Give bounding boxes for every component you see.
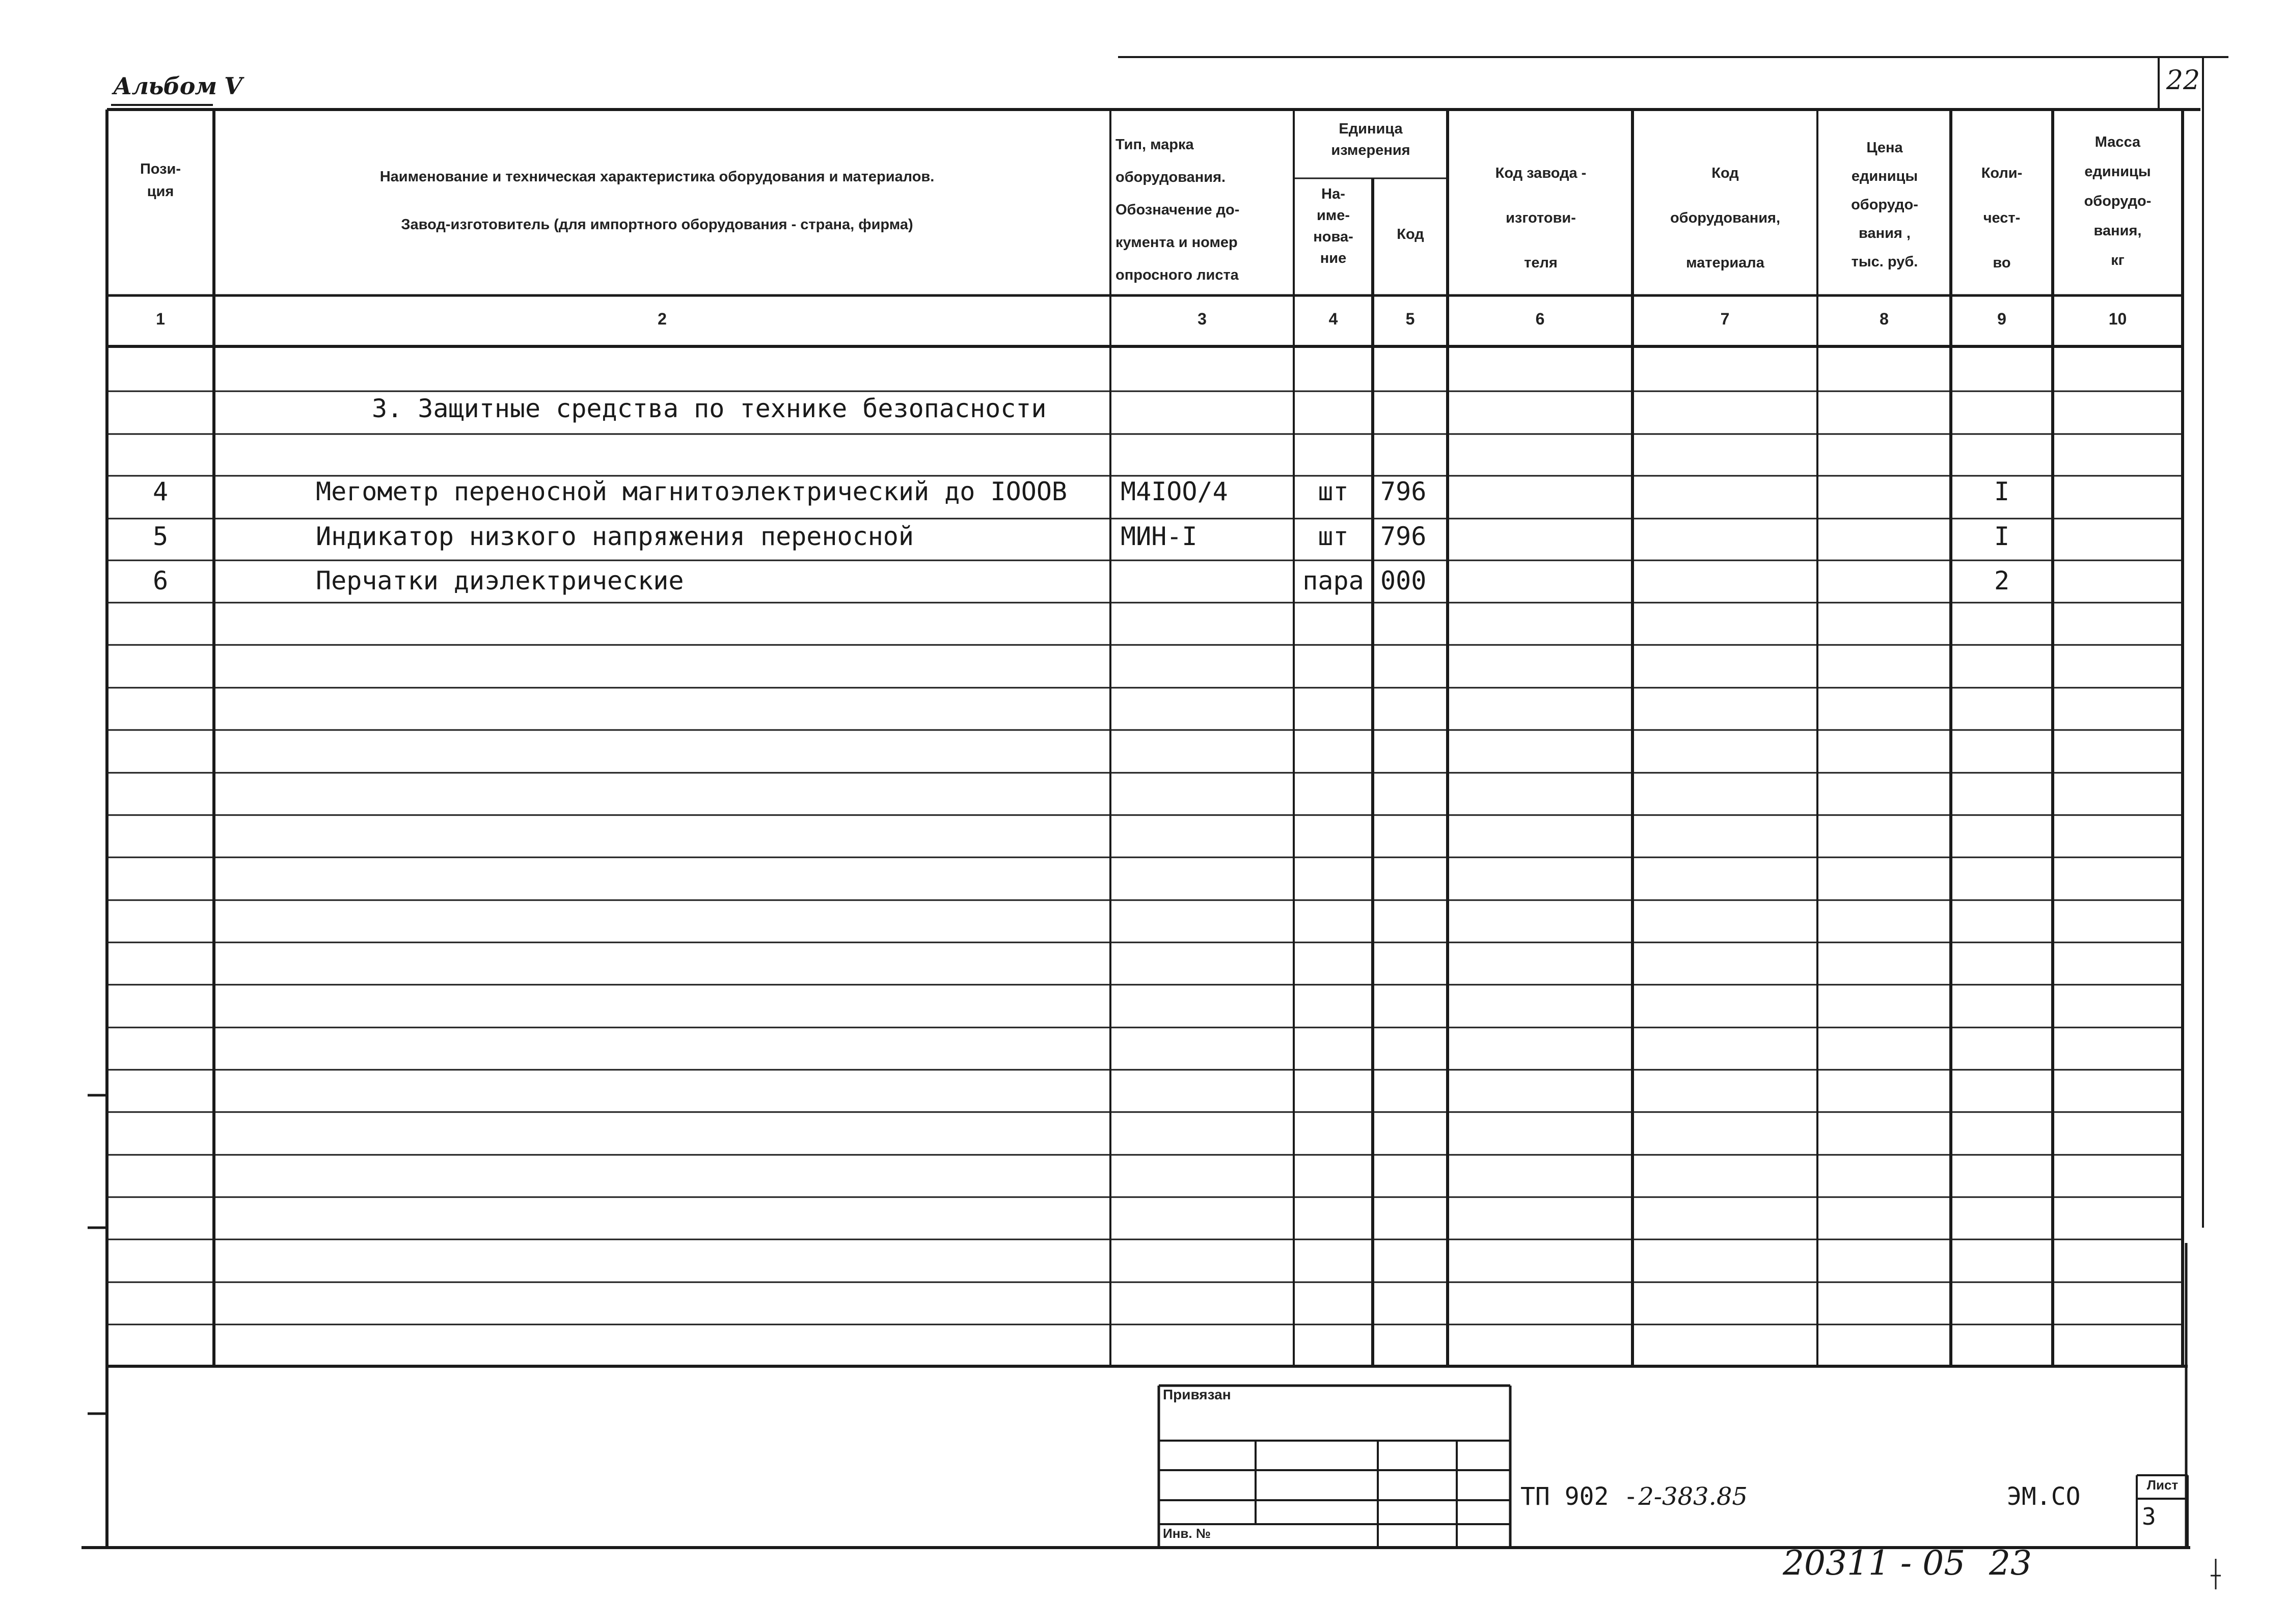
section-title: 3. Защитные средства по технике безопасности (372, 394, 1047, 423)
cell-unit: шт (1318, 477, 1349, 506)
page-number: 22 (2166, 65, 2200, 96)
column-number: 8 (1880, 310, 1889, 328)
cell-type: M4IOO/4 (1121, 477, 1228, 506)
sheet-code: ЭМ.СО (2007, 1482, 2081, 1511)
cell-unit-code: 796 (1380, 522, 1427, 551)
cell-position: 5 (152, 522, 169, 551)
column-number: 6 (1535, 310, 1545, 328)
header-quantity: Коли- чест- во (1981, 165, 2023, 271)
cell-name: Перчатки диэлектрические (316, 566, 684, 596)
cell-position: 4 (152, 477, 169, 506)
column-number: 3 (1198, 310, 1207, 328)
header-unit-code: Код (1397, 226, 1424, 242)
archive-number: 20311 - 05 (1783, 1544, 1966, 1583)
header-unit-group: Единица измерения (1331, 121, 1410, 158)
document-code-printed: ТП 902 - (1520, 1482, 1639, 1511)
cell-position: 6 (152, 566, 169, 596)
header-unit-name: На- име- нова- ние (1313, 186, 1353, 266)
cell-unit: шт (1318, 522, 1349, 551)
header-plant-code: Код завода - изготови- теля (1495, 165, 1587, 271)
cell-quantity: I (1994, 477, 2010, 506)
header-name: Наименование и техническая характеристика оборудования и материалов. Завод-изготовитель (для импортного оборудования - страна, фирма) (379, 169, 935, 233)
column-number: 5 (1405, 310, 1415, 328)
column-number: 4 (1328, 310, 1338, 328)
cell-name: Индикатор низкого напряжения переносной (316, 522, 914, 551)
inventory-label: Инв. № (1163, 1526, 1211, 1541)
cell-unit: пара (1302, 566, 1364, 596)
header-price: Цена единицы оборудо- вания , тыс. руб. (1851, 140, 1918, 270)
sheet-number: 3 (2142, 1503, 2156, 1530)
column-number: 10 (2108, 310, 2127, 328)
archive-sheet: 23 (1989, 1544, 2032, 1583)
linked-label: Привязан (1163, 1387, 1231, 1402)
header-equipment-code: Код оборудования, материала (1670, 165, 1781, 271)
cell-type: МИН-I (1121, 522, 1198, 551)
sheet-label: Лист (2146, 1477, 2179, 1493)
header-mass: Масса единицы оборудо- вания, кг (2084, 134, 2152, 268)
column-number: 7 (1720, 310, 1730, 328)
column-number: 1 (156, 310, 165, 328)
cell-quantity: 2 (1994, 566, 2010, 596)
document-code-handwritten: 2-383.85 (1638, 1482, 1748, 1511)
cell-name: Мегометр переносной магнитоэлектрический до IOOOB (316, 477, 1068, 506)
cell-unit-code: 000 (1380, 566, 1427, 596)
column-number: 9 (1997, 310, 2006, 328)
cell-quantity: I (1994, 522, 2010, 551)
album-label: Альбом V (113, 72, 242, 100)
cell-unit-code: 796 (1380, 477, 1427, 506)
document-code (1520, 1482, 1748, 1511)
header-type: Тип, марка оборудования. Обозначение до- кумента и номер опросного листа (1115, 137, 1240, 283)
header-position: Пози- ция (140, 161, 181, 200)
column-number: 2 (658, 310, 667, 328)
